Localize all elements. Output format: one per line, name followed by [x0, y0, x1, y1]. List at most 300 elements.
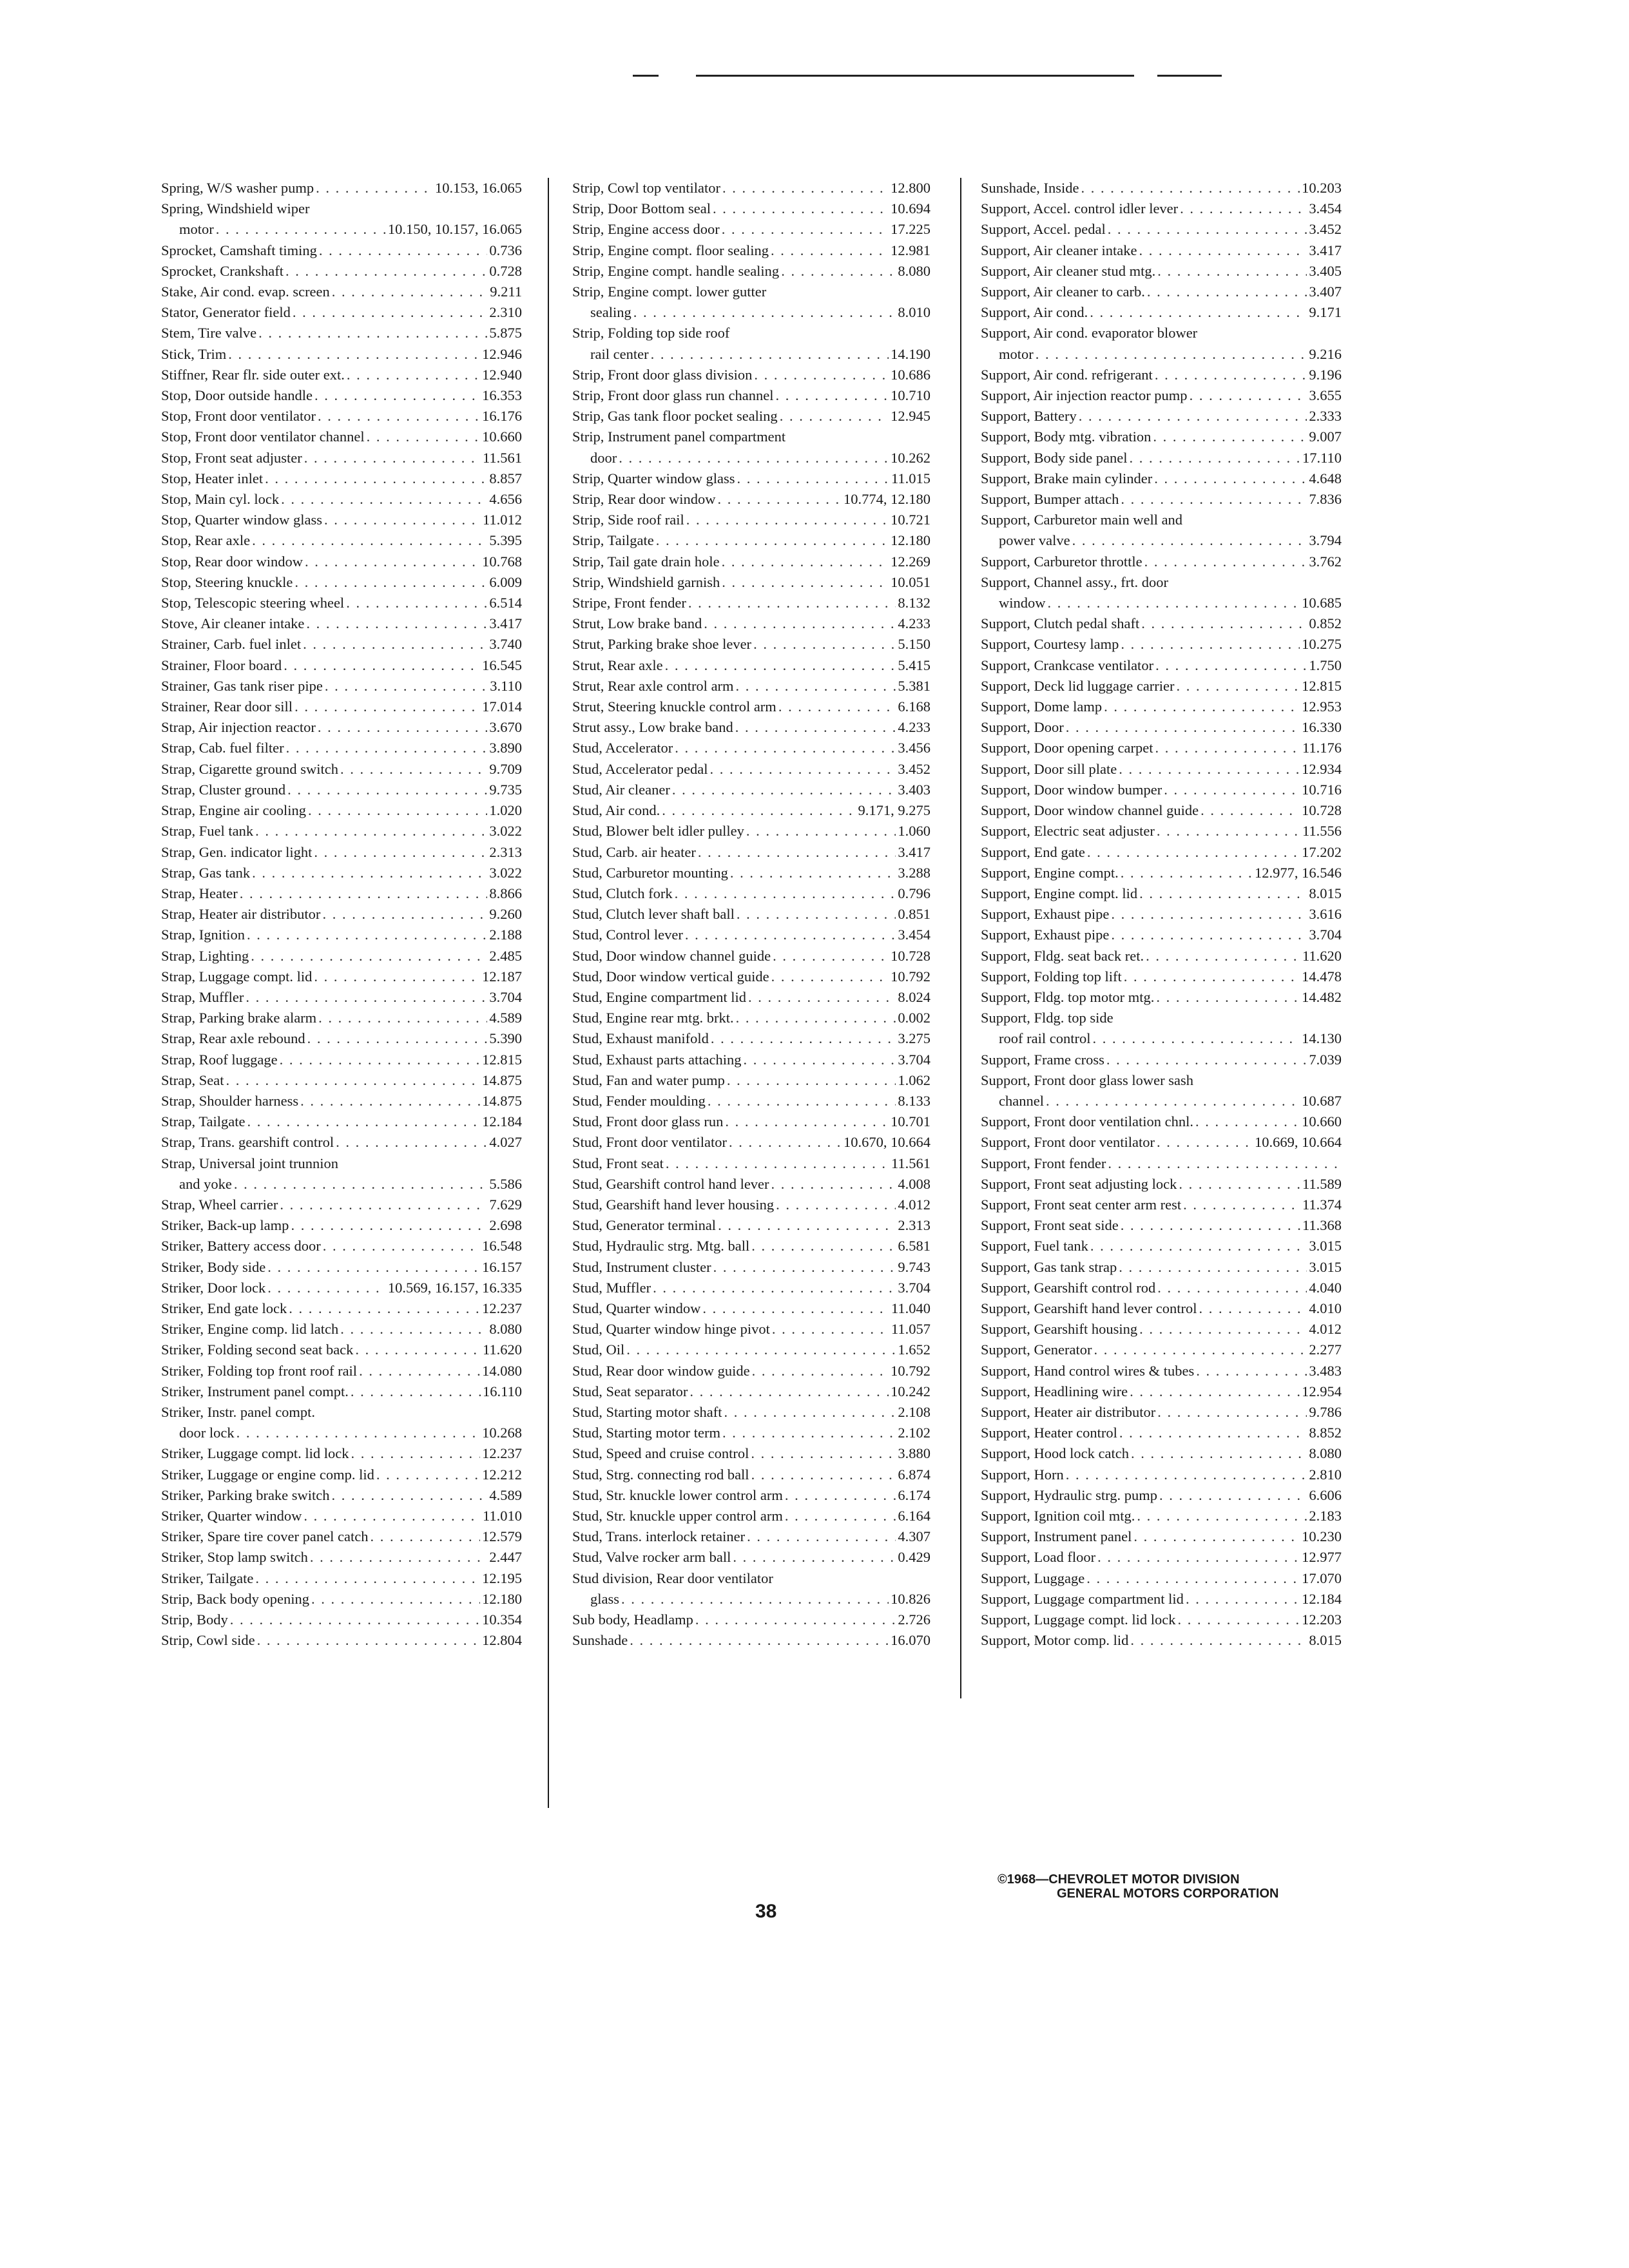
index-entry-label: Stud, Speed and cruise control — [572, 1445, 749, 1462]
index-entry-label: Support, Headlining wire — [981, 1383, 1128, 1399]
index-entry-label: window — [999, 595, 1046, 611]
dot-leader — [247, 1111, 480, 1132]
dot-leader — [1190, 385, 1307, 406]
index-entry-page-ref: 4.233 — [898, 615, 930, 632]
dot-leader — [314, 842, 487, 863]
index-entry-page-ref: 10.701 — [891, 1113, 930, 1130]
index-entry — [981, 1547, 1342, 1568]
index-entry-label: Striker, Luggage or engine comp. lid — [161, 1466, 374, 1483]
dot-leader — [729, 1132, 842, 1153]
index-entry-label: Support, Gearshift hand lever control — [981, 1300, 1197, 1316]
dot-leader — [1036, 344, 1307, 365]
dot-leader — [1124, 966, 1300, 987]
index-entry-page-ref: 10.153, 16.065 — [435, 180, 522, 196]
index-entry — [161, 1443, 522, 1464]
index-entry-label: Striker, Folding top front roof rail — [161, 1362, 358, 1379]
dot-leader — [1090, 302, 1307, 323]
index-entry — [981, 385, 1342, 406]
index-entry-page-ref: 4.307 — [898, 1528, 930, 1545]
index-entry-page-ref: 8.015 — [1309, 885, 1342, 901]
index-entry — [572, 1111, 930, 1132]
index-entry-page-ref: 16.548 — [482, 1238, 522, 1254]
dot-leader — [772, 1319, 889, 1340]
index-entry-heading: Strip, Folding top side roof — [572, 325, 730, 341]
index-entry-page-ref: 6.874 — [898, 1466, 930, 1483]
index-entry-label: Support, Air cond. — [981, 304, 1088, 321]
dot-leader — [1046, 1091, 1300, 1111]
index-entry-label: Strap, Fuel tank — [161, 823, 254, 840]
index-entry — [981, 1402, 1342, 1423]
index-entry-label: Support, Accel. pedal — [981, 221, 1106, 238]
dot-leader — [751, 1465, 896, 1485]
dot-leader — [351, 1443, 481, 1464]
index-entry-page-ref: 12.946 — [482, 345, 522, 362]
index-entry-label: Stud, Hydraulic strg. Mtg. ball — [572, 1238, 750, 1254]
dot-leader — [626, 1340, 896, 1360]
index-entry-label: Support, Instrument panel — [981, 1528, 1132, 1545]
dot-leader — [780, 406, 889, 427]
index-entry-label: door — [590, 449, 617, 466]
index-entry-page-ref: 4.008 — [898, 1175, 930, 1192]
index-entry — [981, 738, 1342, 758]
dot-leader — [718, 1215, 896, 1236]
index-entry — [572, 1506, 930, 1526]
index-entry-label: Strap, Tailgate — [161, 1113, 246, 1130]
index-entry-page-ref: 12.212 — [482, 1466, 522, 1483]
index-entry — [161, 1195, 522, 1215]
index-entry-page-ref: 4.656 — [489, 491, 522, 508]
index-entry — [572, 738, 930, 758]
index-entry — [161, 427, 522, 447]
index-entry — [572, 1070, 930, 1091]
index-entry — [981, 966, 1342, 987]
index-entry-page-ref: 4.027 — [489, 1134, 522, 1151]
dot-leader — [736, 1008, 896, 1028]
index-entry-label: Striker, Parking brake switch — [161, 1486, 330, 1503]
index-entry-page-ref: 3.015 — [1309, 1258, 1342, 1275]
dot-leader — [1157, 821, 1300, 841]
index-entry-label: Strap, Muffler — [161, 988, 244, 1005]
index-entry — [981, 1091, 1342, 1111]
dot-leader — [733, 1547, 896, 1568]
index-entry-page-ref: 11.374 — [1302, 1196, 1342, 1213]
index-entry-label: Strap, Cigarette ground switch — [161, 760, 338, 777]
dot-leader — [656, 530, 889, 551]
index-entry-page-ref: 2.102 — [898, 1425, 930, 1441]
dot-leader — [280, 1195, 487, 1215]
dot-leader — [332, 282, 488, 302]
dot-leader — [1141, 613, 1307, 634]
dot-leader — [710, 759, 896, 780]
index-entry — [981, 1443, 1342, 1464]
dot-leader — [711, 1028, 896, 1049]
dot-leader — [785, 1485, 896, 1506]
index-entry-page-ref: 3.454 — [898, 927, 930, 943]
index-entry-label: Stop, Door outside handle — [161, 387, 313, 404]
index-entry — [161, 406, 522, 427]
index-entry-page-ref: 11.561 — [891, 1155, 930, 1171]
index-entry — [161, 613, 522, 634]
copyright-notice — [998, 1872, 1278, 1901]
index-entry-page-ref: 2.183 — [1309, 1508, 1342, 1524]
index-entry — [572, 1340, 930, 1360]
index-entry — [161, 759, 522, 780]
index-entry-page-ref: 5.875 — [489, 325, 522, 341]
index-entry-page-ref: 3.110 — [490, 677, 522, 694]
index-entry-heading: Stud division, Rear door ventilator — [572, 1570, 773, 1586]
dot-leader — [619, 448, 889, 468]
index-entry-page-ref: 5.390 — [489, 1030, 522, 1047]
index-entry-page-ref: 0.002 — [898, 1010, 930, 1026]
index-entry-label: and yoke — [179, 1175, 232, 1192]
index-entry — [981, 1153, 1342, 1174]
index-entry-page-ref: 4.040 — [1309, 1279, 1342, 1296]
index-entry-label: Support, Engine compt. lid — [981, 885, 1138, 901]
dot-leader — [1177, 1610, 1300, 1630]
index-entry-label: Support, Fldg. seat back ret. — [981, 947, 1144, 964]
index-entry — [572, 1610, 930, 1630]
index-entry-page-ref: 10.262 — [891, 449, 930, 466]
dot-leader — [257, 1630, 480, 1651]
dot-leader — [704, 613, 896, 634]
index-entry — [572, 1485, 930, 1506]
dot-leader — [685, 925, 896, 945]
index-entry-label: Stop, Front door ventilator — [161, 408, 316, 425]
dot-leader — [318, 406, 480, 427]
index-entry-label: Strap, Seat — [161, 1072, 224, 1088]
dot-leader — [752, 1361, 889, 1381]
index-entry-label: Stud, Exhaust parts attaching — [572, 1051, 742, 1068]
index-entry — [572, 863, 930, 883]
dot-leader — [351, 1381, 481, 1402]
index-entry-heading: Spring, Windshield wiper — [161, 200, 310, 217]
dot-leader — [1153, 427, 1307, 447]
index-entry — [572, 510, 930, 530]
index-entry-label: Stud, Engine rear mtg. brkt. — [572, 1010, 734, 1026]
index-entry — [981, 1215, 1342, 1236]
index-entry — [161, 1589, 522, 1610]
index-entry — [161, 572, 522, 593]
dot-leader — [1130, 1381, 1300, 1402]
dot-leader — [722, 219, 889, 240]
dot-leader — [702, 1298, 889, 1319]
index-entry — [572, 1257, 930, 1278]
dot-leader — [291, 1215, 487, 1236]
index-entry — [161, 1028, 522, 1049]
index-entry-page-ref: 3.880 — [898, 1445, 930, 1462]
dot-leader — [306, 613, 487, 634]
dot-leader — [286, 738, 488, 758]
index-entry — [981, 1423, 1342, 1443]
index-entry-label: Striker, Engine comp. lid latch — [161, 1321, 339, 1338]
index-entry-label: Strap, Engine air cooling — [161, 802, 306, 819]
index-entry-page-ref: 12.195 — [482, 1570, 522, 1586]
index-entry-page-ref: 10.826 — [891, 1590, 930, 1607]
dot-leader — [773, 946, 889, 966]
index-entry — [161, 987, 522, 1008]
index-entry-page-ref: 2.108 — [898, 1403, 930, 1420]
index-entry — [572, 634, 930, 655]
index-entry-page-ref: 10.569, 16.157, 16.335 — [387, 1279, 522, 1296]
index-entry-page-ref: 11.057 — [891, 1321, 930, 1338]
index-entry-label: Strut, Rear axle — [572, 657, 663, 673]
dot-leader — [1108, 1153, 1340, 1174]
dot-leader — [322, 904, 487, 925]
dot-leader — [316, 178, 433, 198]
index-entry-page-ref: 3.704 — [489, 988, 522, 1005]
index-entry — [981, 427, 1342, 447]
index-entry-page-ref: 9.216 — [1309, 345, 1342, 362]
index-entry-page-ref: 12.954 — [1302, 1383, 1342, 1399]
dot-leader — [662, 800, 856, 821]
index-entry — [572, 489, 930, 510]
dot-leader — [1121, 489, 1307, 510]
dot-leader — [340, 759, 487, 780]
index-entry-page-ref: 9.735 — [489, 781, 522, 798]
index-entry — [572, 385, 930, 406]
index-entry-label: Support, Electric seat adjuster — [981, 823, 1155, 840]
index-entry-label: Stud, Instrument cluster — [572, 1258, 711, 1275]
index-entry-label: Strip, Tailgate — [572, 532, 654, 549]
index-entry-page-ref: 17.202 — [1302, 843, 1342, 860]
index-entry — [572, 717, 930, 738]
index-entry-label: Support, Air injection reactor pump — [981, 387, 1188, 404]
index-entry-label: Support, Accel. control idler lever — [981, 200, 1179, 217]
dot-leader — [754, 365, 889, 385]
dot-leader — [753, 634, 896, 655]
dot-leader — [1155, 365, 1307, 385]
index-entry-page-ref: 12.804 — [482, 1632, 522, 1649]
copyright-line-2: GENERAL MOTORS CORPORATION — [1057, 1887, 1279, 1901]
index-entry-page-ref: 2.726 — [898, 1611, 930, 1628]
dot-leader — [722, 1423, 896, 1443]
dot-leader — [675, 883, 896, 904]
dot-leader — [771, 966, 889, 987]
index-entry-page-ref: 11.015 — [891, 470, 930, 486]
index-entry-label: Support, Courtesy lamp — [981, 636, 1119, 653]
index-entry-label: Stud, Gearshift control hand lever — [572, 1175, 769, 1192]
index-entry-label: Support, Carburetor throttle — [981, 553, 1142, 570]
index-entry-page-ref: 10.710 — [891, 387, 930, 404]
index-entry-page-ref: 2.313 — [898, 1217, 930, 1234]
index-entry-label: Support, Gearshift control rod — [981, 1279, 1156, 1296]
index-entry — [981, 1485, 1342, 1506]
dot-leader — [675, 738, 896, 758]
index-entry-page-ref: 1.652 — [898, 1341, 930, 1358]
dot-leader — [775, 385, 889, 406]
index-entry-label: Stud, Carb. air heater — [572, 843, 696, 860]
index-entry-label: Support, Door — [981, 719, 1064, 736]
index-entry-label: Stud, Door window vertical guide — [572, 968, 769, 985]
index-entry-label: Stop, Heater inlet — [161, 470, 264, 486]
index-entry — [981, 1298, 1342, 1319]
index-entry — [572, 198, 930, 219]
dot-leader — [1154, 468, 1307, 489]
index-entry-label: Support, Frame cross — [981, 1051, 1104, 1068]
dot-leader — [1139, 1319, 1307, 1340]
index-entry-page-ref: 3.740 — [489, 636, 522, 653]
index-entry-label: Striker, Luggage compt. lid lock — [161, 1445, 349, 1462]
index-entry-label: Striker, Stop lamp switch — [161, 1549, 308, 1566]
dot-leader — [246, 987, 487, 1008]
index-entry-page-ref: 6.174 — [898, 1486, 930, 1503]
index-entry — [981, 1195, 1342, 1215]
index-entry-label: Strainer, Floor board — [161, 657, 282, 673]
dot-leader — [367, 427, 481, 447]
index-entry — [161, 738, 522, 758]
index-entry-page-ref: 6.009 — [489, 573, 522, 590]
index-entry-label: Support, Gas tank strap — [981, 1258, 1117, 1275]
index-entry-page-ref: 7.836 — [1309, 491, 1342, 508]
index-entry-label: Strip, Cowl side — [161, 1632, 255, 1649]
dot-leader — [236, 1423, 481, 1443]
dot-leader — [1164, 780, 1300, 800]
index-entry-label: Support, Luggage compartment lid — [981, 1590, 1184, 1607]
index-entry — [981, 780, 1342, 800]
index-entry-label: Support, Air cleaner to carb. — [981, 284, 1145, 300]
dot-leader — [1157, 1402, 1307, 1423]
index-entry — [161, 530, 522, 551]
index-entry-label: Support, Luggage — [981, 1570, 1085, 1586]
index-entry-label: Stud, Trans. interlock retainer — [572, 1528, 746, 1545]
index-entry-label: Strap, Roof luggage — [161, 1051, 278, 1068]
dot-leader — [1086, 1568, 1300, 1589]
dot-leader — [737, 468, 889, 489]
index-entry — [572, 344, 930, 365]
index-entry-label: Stove, Air cleaner intake — [161, 615, 305, 632]
index-entry — [572, 365, 930, 385]
index-entry-label: Support, Hood lock catch — [981, 1445, 1129, 1462]
index-entry-page-ref: 16.545 — [482, 657, 522, 673]
dot-leader — [781, 261, 896, 282]
index-entry-page-ref: 10.721 — [891, 512, 930, 528]
index-entry — [572, 1153, 930, 1174]
index-entry-page-ref: 4.589 — [489, 1486, 522, 1503]
index-entry-page-ref: 1.062 — [898, 1072, 930, 1088]
index-entry-label: Spring, W/S washer pump — [161, 180, 314, 196]
dot-leader — [666, 1153, 889, 1174]
index-entry-page-ref: 14.875 — [482, 1092, 522, 1109]
dot-leader — [1155, 655, 1307, 676]
dot-leader — [630, 1630, 889, 1651]
index-entry-page-ref: 3.890 — [489, 740, 522, 756]
index-entry-heading: Striker, Instr. panel compt. — [161, 1403, 316, 1420]
index-entry-page-ref: 3.483 — [1309, 1362, 1342, 1379]
dot-leader — [1111, 925, 1307, 945]
index-entry-page-ref: 12.977, 16.546 — [1255, 864, 1342, 881]
index-entry — [161, 510, 522, 530]
index-entry-label: Stator, Generator field — [161, 304, 291, 321]
index-entry-page-ref: 10.687 — [1302, 1092, 1342, 1109]
index-entry-label: Strip, Windshield garnish — [572, 573, 720, 590]
index-entry-label: power valve — [999, 532, 1070, 549]
column-divider-1 — [548, 178, 549, 1808]
index-entry — [981, 925, 1342, 945]
index-entry — [572, 1381, 930, 1402]
index-entry — [161, 323, 522, 343]
index-entry-label: Stud, Front door glass run — [572, 1113, 724, 1130]
index-entry-page-ref: 10.792 — [891, 968, 930, 985]
index-entry-page-ref: 10.685 — [1302, 595, 1342, 611]
index-entry-label: Strap, Heater — [161, 885, 238, 901]
dot-leader — [234, 1174, 488, 1195]
index-entry-page-ref: 9.196 — [1309, 366, 1342, 383]
index-entry — [572, 800, 930, 821]
index-entry-page-ref: 3.794 — [1309, 532, 1342, 549]
index-entry-label: Support, Air cleaner stud mtg. — [981, 262, 1156, 279]
dot-leader — [284, 655, 480, 676]
dot-leader — [1177, 676, 1300, 697]
index-entry-page-ref: 12.579 — [482, 1528, 522, 1545]
dot-leader — [1079, 406, 1307, 427]
index-entry-label: Support, Engine compt. — [981, 864, 1119, 881]
dot-leader — [359, 1361, 480, 1381]
dot-leader — [1048, 593, 1300, 613]
index-entry — [572, 780, 930, 800]
index-entry — [981, 593, 1342, 613]
index-entry-page-ref: 10.728 — [891, 947, 930, 964]
index-entry-page-ref: 8.080 — [898, 262, 930, 279]
index-entry-label: Support, Exhaust pipe — [981, 927, 1110, 943]
index-entry-label: motor — [179, 221, 214, 238]
index-entry-label: Stud, Clutch lever shaft ball — [572, 906, 735, 923]
dot-leader — [1179, 1174, 1300, 1195]
dot-leader — [285, 261, 487, 282]
dot-leader — [304, 1506, 481, 1526]
index-entry-page-ref: 10.774, 12.180 — [843, 491, 930, 508]
index-entry — [161, 302, 522, 323]
index-entry-label: Sprocket, Camshaft timing — [161, 242, 317, 258]
index-entry — [981, 552, 1342, 572]
index-entry-page-ref: 12.815 — [1302, 677, 1342, 694]
dot-leader — [724, 1402, 896, 1423]
dot-leader — [1199, 1298, 1307, 1319]
index-entry — [161, 821, 522, 841]
index-entry-label: roof rail control — [999, 1030, 1091, 1047]
index-entry — [981, 987, 1342, 1008]
index-entry-page-ref: 3.405 — [1309, 262, 1342, 279]
index-entry-page-ref: 17.110 — [1302, 449, 1342, 466]
index-entry — [981, 613, 1342, 634]
index-entry — [161, 925, 522, 945]
index-entry-label: Stud, Front door ventilator — [572, 1134, 727, 1151]
index-entry-label: Stud, Front seat — [572, 1155, 664, 1171]
index-entry-page-ref: 3.616 — [1309, 906, 1342, 923]
index-entry-page-ref: 10.230 — [1302, 1528, 1342, 1545]
index-entry — [161, 344, 522, 365]
index-entry-label: Support, Door opening carpet — [981, 740, 1153, 756]
dot-leader — [1144, 552, 1307, 572]
dot-leader — [340, 1319, 487, 1340]
header-rule-center — [696, 75, 1134, 77]
index-entry-label: Support, Generator — [981, 1341, 1092, 1358]
index-entry — [572, 987, 930, 1008]
index-entry-heading: Support, Fldg. top side — [981, 1010, 1113, 1026]
index-entry — [161, 780, 522, 800]
dot-leader — [698, 842, 896, 863]
index-entry — [161, 1465, 522, 1485]
index-entry-label: Support, Front seat center arm rest — [981, 1196, 1182, 1213]
index-entry-label: glass — [590, 1590, 619, 1607]
dot-leader — [324, 510, 481, 530]
dot-leader — [252, 530, 487, 551]
index-entry-label: Strut, Rear axle control arm — [572, 677, 734, 694]
index-entry — [981, 365, 1342, 385]
dot-leader — [736, 676, 896, 697]
index-entry — [161, 1610, 522, 1630]
index-entry-page-ref: 16.157 — [482, 1258, 522, 1275]
index-entry-heading: Strip, Engine compt. lower gutter — [572, 284, 767, 300]
